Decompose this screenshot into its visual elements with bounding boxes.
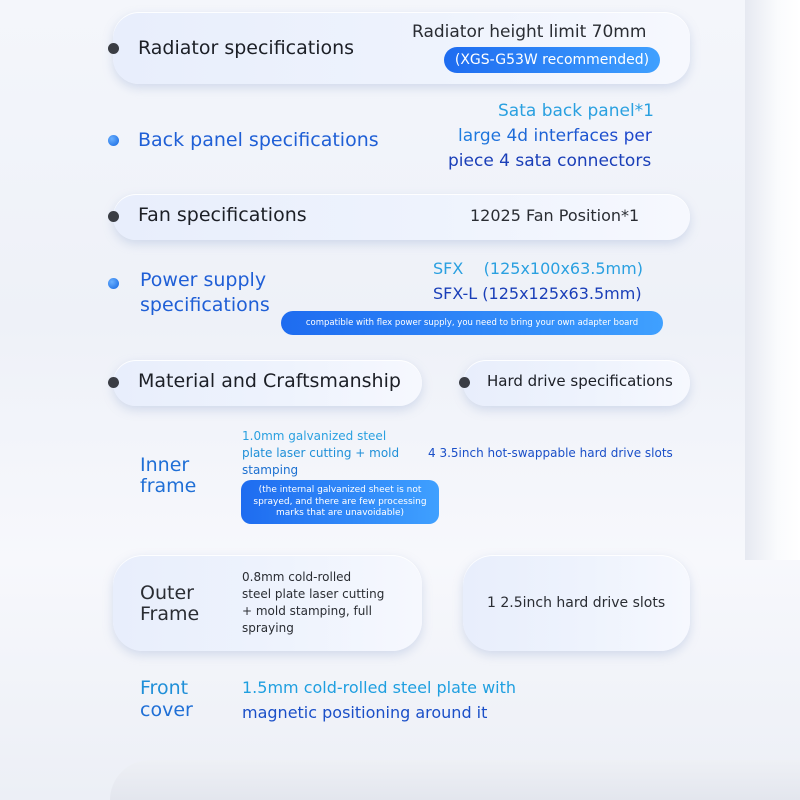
outer-frame-desc-1: 0.8mm cold-rolled — [242, 570, 352, 584]
front-cover-desc-2: magnetic positioning around it — [242, 703, 488, 722]
back-panel-line-1: Sata back panel*1 — [498, 101, 654, 121]
back-panel-line-3: piece 4 sata connectors — [448, 151, 652, 171]
inner-frame-desc-1: 1.0mm galvanized steel — [242, 429, 387, 443]
outer-frame-desc-2: steel plate laser cutting — [242, 587, 385, 601]
outer-frame-desc-4: spraying — [242, 621, 294, 635]
fan-value: 12025 Fan Position*1 — [470, 206, 640, 225]
bullet-icon — [108, 278, 119, 289]
back-panel-label: Back panel specifications — [138, 129, 379, 151]
inner-frame-title-2: frame — [140, 475, 197, 497]
hard-drive-25-slots: 1 2.5inch hard drive slots — [487, 595, 666, 611]
power-sfx: SFX (125x100x63.5mm) — [433, 259, 643, 278]
fan-label: Fan specifications — [138, 204, 307, 226]
bullet-icon — [108, 43, 119, 54]
outer-frame-title-1: Outer — [140, 582, 194, 604]
inner-frame-desc-3: stamping — [242, 463, 299, 477]
hard-drive-label: Hard drive specifications — [487, 372, 673, 390]
front-cover-desc-1: 1.5mm cold-rolled steel plate with — [242, 678, 517, 697]
inner-frame-note-line-1: (the internal galvanized sheet is not — [258, 485, 422, 495]
bullet-icon — [108, 377, 119, 388]
bullet-icon — [108, 135, 119, 146]
background-bottom — [110, 760, 800, 800]
outer-frame-desc-3: + mold stamping, full — [242, 604, 372, 618]
radiator-value: Radiator height limit 70mm — [412, 22, 647, 42]
inner-frame-title-1: Inner — [140, 454, 190, 476]
radiator-badge: (XGS-G53W recommended) — [444, 47, 660, 73]
background-edge — [745, 0, 800, 560]
bullet-icon — [459, 377, 470, 388]
power-label-line-2: specifications — [140, 294, 270, 316]
inner-frame-note-line-2: sprayed, and there are few processing — [253, 496, 427, 507]
inner-frame-desc-2: plate laser cutting + mold — [242, 446, 400, 460]
power-sfxl: SFX-L (125x125x63.5mm) — [433, 284, 642, 303]
radiator-label: Radiator specifications — [138, 37, 355, 59]
power-label-line-1: Power supply — [140, 269, 267, 291]
inner-frame-note-line-3: marks that are unavoidable) — [275, 508, 405, 518]
hard-drive-35-slots: 4 3.5inch hot-swappable hard drive slots — [428, 446, 673, 460]
power-note: compatible with flex power supply, you need to bring your own adapter board — [281, 311, 663, 335]
material-label: Material and Craftsmanship — [138, 370, 401, 392]
outer-frame-title-2: Frame — [140, 603, 200, 625]
inner-frame-note — [241, 480, 439, 524]
back-panel-line-2: large 4d interfaces per — [458, 126, 652, 146]
bullet-icon — [108, 211, 119, 222]
front-cover-title-1: Front — [140, 677, 189, 699]
front-cover-title-2: cover — [140, 699, 193, 721]
